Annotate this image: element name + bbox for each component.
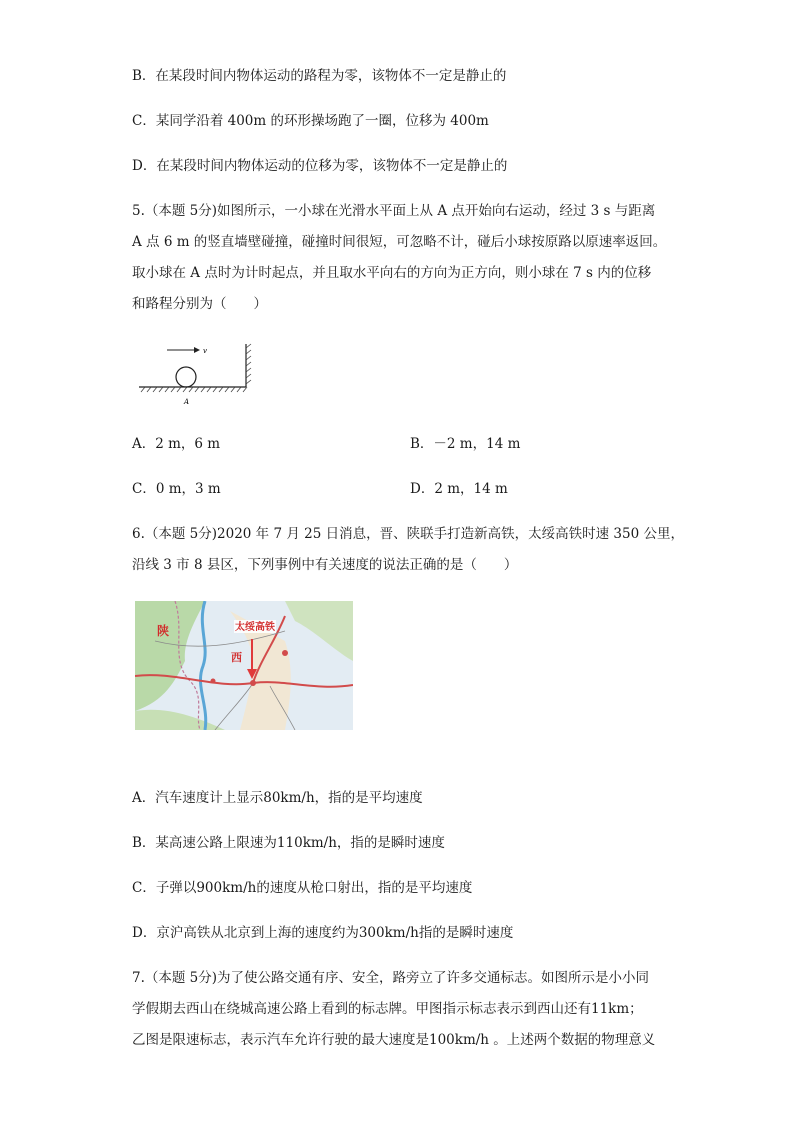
wall-hatching — [246, 344, 251, 384]
city-marker — [211, 679, 216, 684]
q7-stem-line-1: 7.（本题 5分)为了使公路交通有序、安全，路旁立了许多交通标志。如图所示是小小同 — [132, 970, 650, 986]
ball — [176, 367, 196, 387]
q5-option-d: D．2 m，14 m — [410, 481, 508, 497]
floor-hatching — [141, 387, 247, 392]
q5-stem-line-1: 5.（本题 5分)如图所示，一小球在光滑水平面上从 A 点开始向右运动，经过 3 s 与距离 — [132, 203, 656, 219]
q6-option-d: D．京沪高铁从北京到上海的速度约为300km/h指的是瞬时速度 — [132, 925, 514, 941]
velocity-label: v — [203, 347, 207, 355]
q7-stem-line-3: 乙图是限速标志，表示汽车允许行驶的最大速度是100km/h 。上述两个数据的物理意义 — [132, 1032, 656, 1048]
q4-option-c: C．某同学沿着 400m 的环形操场跑了一圈，位移为 400m — [132, 113, 489, 129]
q6-option-b: B．某高速公路上限速为110km/h，指的是瞬时速度 — [132, 835, 445, 851]
q7-stem-line-2: 学假期去西山在绕城高速公路上看到的标志牌。甲图指示标志表示到西山还有11km； — [132, 1001, 643, 1017]
map-label-shaan: 陕 — [157, 624, 170, 638]
q5-stem-line-3: 取小球在 A 点时为计时起点，并且取水平向右的方向为正方向，则小球在 7 s 内的位移 — [132, 265, 652, 281]
point-a-label: A — [184, 398, 190, 406]
q5-option-a: A．2 m，6 m — [132, 436, 221, 452]
q5-option-b: B．－2 m，14 m — [410, 436, 521, 452]
q5-option-c: C．0 m，3 m — [132, 481, 221, 497]
q5-stem-line-2: A 点 6 m 的竖直墙壁碰撞，碰撞时间很短，可忽略不计，碰后小球按原路以原速率返回。 — [132, 234, 667, 250]
q5-figure-ball-wall — [135, 340, 255, 412]
q6-stem-line-1: 6.（本题 5分)2020 年 7 月 25 日消息，晋、陕联手打造新高铁，太绥高铁时速 350 公里， — [132, 526, 684, 542]
q5-stem-line-4: 和路程分别为（ ） — [132, 296, 267, 312]
q6-option-a: A．汽车速度计上显示80km/h，指的是平均速度 — [132, 790, 423, 806]
city-marker — [282, 650, 288, 656]
q4-option-b: B．在某段时间内物体运动的路程为零，该物体不一定是静止的 — [132, 68, 507, 84]
map-label-xi: 西 — [231, 651, 242, 664]
q6-railway-map — [135, 601, 353, 730]
map-label-rail: 太绥高铁 — [235, 622, 275, 633]
city-marker — [250, 680, 256, 686]
q6-stem-line-2: 沿线 3 市 8 县区，下列事例中有关速度的说法正确的是（ ） — [132, 557, 518, 573]
q6-option-c: C．子弹以900km/h的速度从枪口射出，指的是平均速度 — [132, 880, 473, 896]
q4-option-d: D．在某段时间内物体运动的位移为零，该物体不一定是静止的 — [132, 158, 508, 174]
